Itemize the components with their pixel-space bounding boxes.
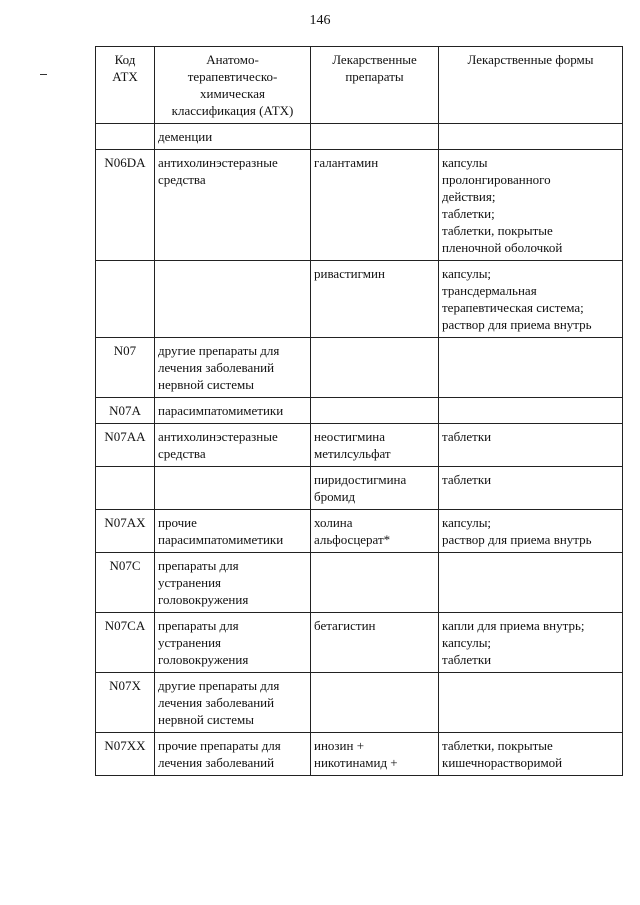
cell-drug: неостигмина метилсульфат — [311, 424, 439, 467]
cell-code: N07AX — [96, 510, 155, 553]
table-header-row — [96, 47, 623, 124]
table-row — [96, 124, 623, 150]
cell-forms: капсулы пролонгированного действия; таблетки; таблетки, покрытые пленочной оболочкой — [439, 150, 623, 261]
cell-drug: инозин + никотинамид + — [311, 733, 439, 776]
cell-drug: ривастигмин — [311, 261, 439, 338]
cell-code: N07 — [96, 338, 155, 398]
table-row — [96, 338, 623, 398]
header-drugs: Лекарственные препараты — [311, 47, 439, 124]
table-row — [96, 510, 623, 553]
table-body — [96, 124, 623, 776]
page-number: 146 — [309, 13, 331, 28]
cell-drug — [311, 673, 439, 733]
table-row — [96, 613, 623, 673]
cell-forms: капсулы; трансдермальная терапевтическая система; раствор для приема внутрь — [439, 261, 623, 338]
cell-classification: препараты для устранения головокружения — [155, 613, 311, 673]
cell-forms: таблетки — [439, 467, 623, 510]
cell-classification: антихолинэстеразные средства — [155, 150, 311, 261]
cell-classification: антихолинэстеразные средства — [155, 424, 311, 467]
table-row — [96, 424, 623, 467]
cell-classification: препараты для устранения головокружения — [155, 553, 311, 613]
table-row — [96, 467, 623, 510]
cell-classification — [155, 261, 311, 338]
cell-drug: галантамин — [311, 150, 439, 261]
cell-drug — [311, 124, 439, 150]
atc-table — [95, 46, 623, 776]
cell-classification: прочие препараты для лечения заболеваний — [155, 733, 311, 776]
cell-drug: пиридостигмина бромид — [311, 467, 439, 510]
margin-dash — [40, 74, 47, 75]
cell-forms — [439, 338, 623, 398]
cell-classification — [155, 467, 311, 510]
cell-classification: прочие парасимпатомиметики — [155, 510, 311, 553]
cell-forms: таблетки — [439, 424, 623, 467]
header-forms: Лекарственные формы — [439, 47, 623, 124]
cell-code: N06DA — [96, 150, 155, 261]
cell-drug: холина альфосцерат* — [311, 510, 439, 553]
cell-forms — [439, 124, 623, 150]
table-row — [96, 261, 623, 338]
cell-classification: другие препараты для лечения заболеваний нервной системы — [155, 338, 311, 398]
table-row — [96, 553, 623, 613]
cell-code: N07X — [96, 673, 155, 733]
table-row — [96, 673, 623, 733]
cell-forms — [439, 673, 623, 733]
cell-code: N07AA — [96, 424, 155, 467]
cell-code — [96, 124, 155, 150]
cell-forms — [439, 398, 623, 424]
cell-drug: бетагистин — [311, 613, 439, 673]
table-row — [96, 398, 623, 424]
cell-code: N07XX — [96, 733, 155, 776]
cell-drug — [311, 398, 439, 424]
cell-code: N07CA — [96, 613, 155, 673]
cell-classification: другие препараты для лечения заболеваний нервной системы — [155, 673, 311, 733]
cell-forms: таблетки, покрытые кишечнорастворимой — [439, 733, 623, 776]
cell-code — [96, 467, 155, 510]
header-classification: Анатомо- терапевтическо- химическая классификация (АТХ) — [155, 47, 311, 124]
cell-drug — [311, 553, 439, 613]
table-row — [96, 150, 623, 261]
cell-classification: парасимпатомиметики — [155, 398, 311, 424]
cell-classification: деменции — [155, 124, 311, 150]
cell-code — [96, 261, 155, 338]
cell-forms — [439, 553, 623, 613]
header-code: Код АТХ — [96, 47, 155, 124]
cell-code: N07A — [96, 398, 155, 424]
table-row — [96, 733, 623, 776]
cell-forms: капли для приема внутрь; капсулы; таблетки — [439, 613, 623, 673]
cell-drug — [311, 338, 439, 398]
cell-code: N07C — [96, 553, 155, 613]
cell-forms: капсулы; раствор для приема внутрь — [439, 510, 623, 553]
